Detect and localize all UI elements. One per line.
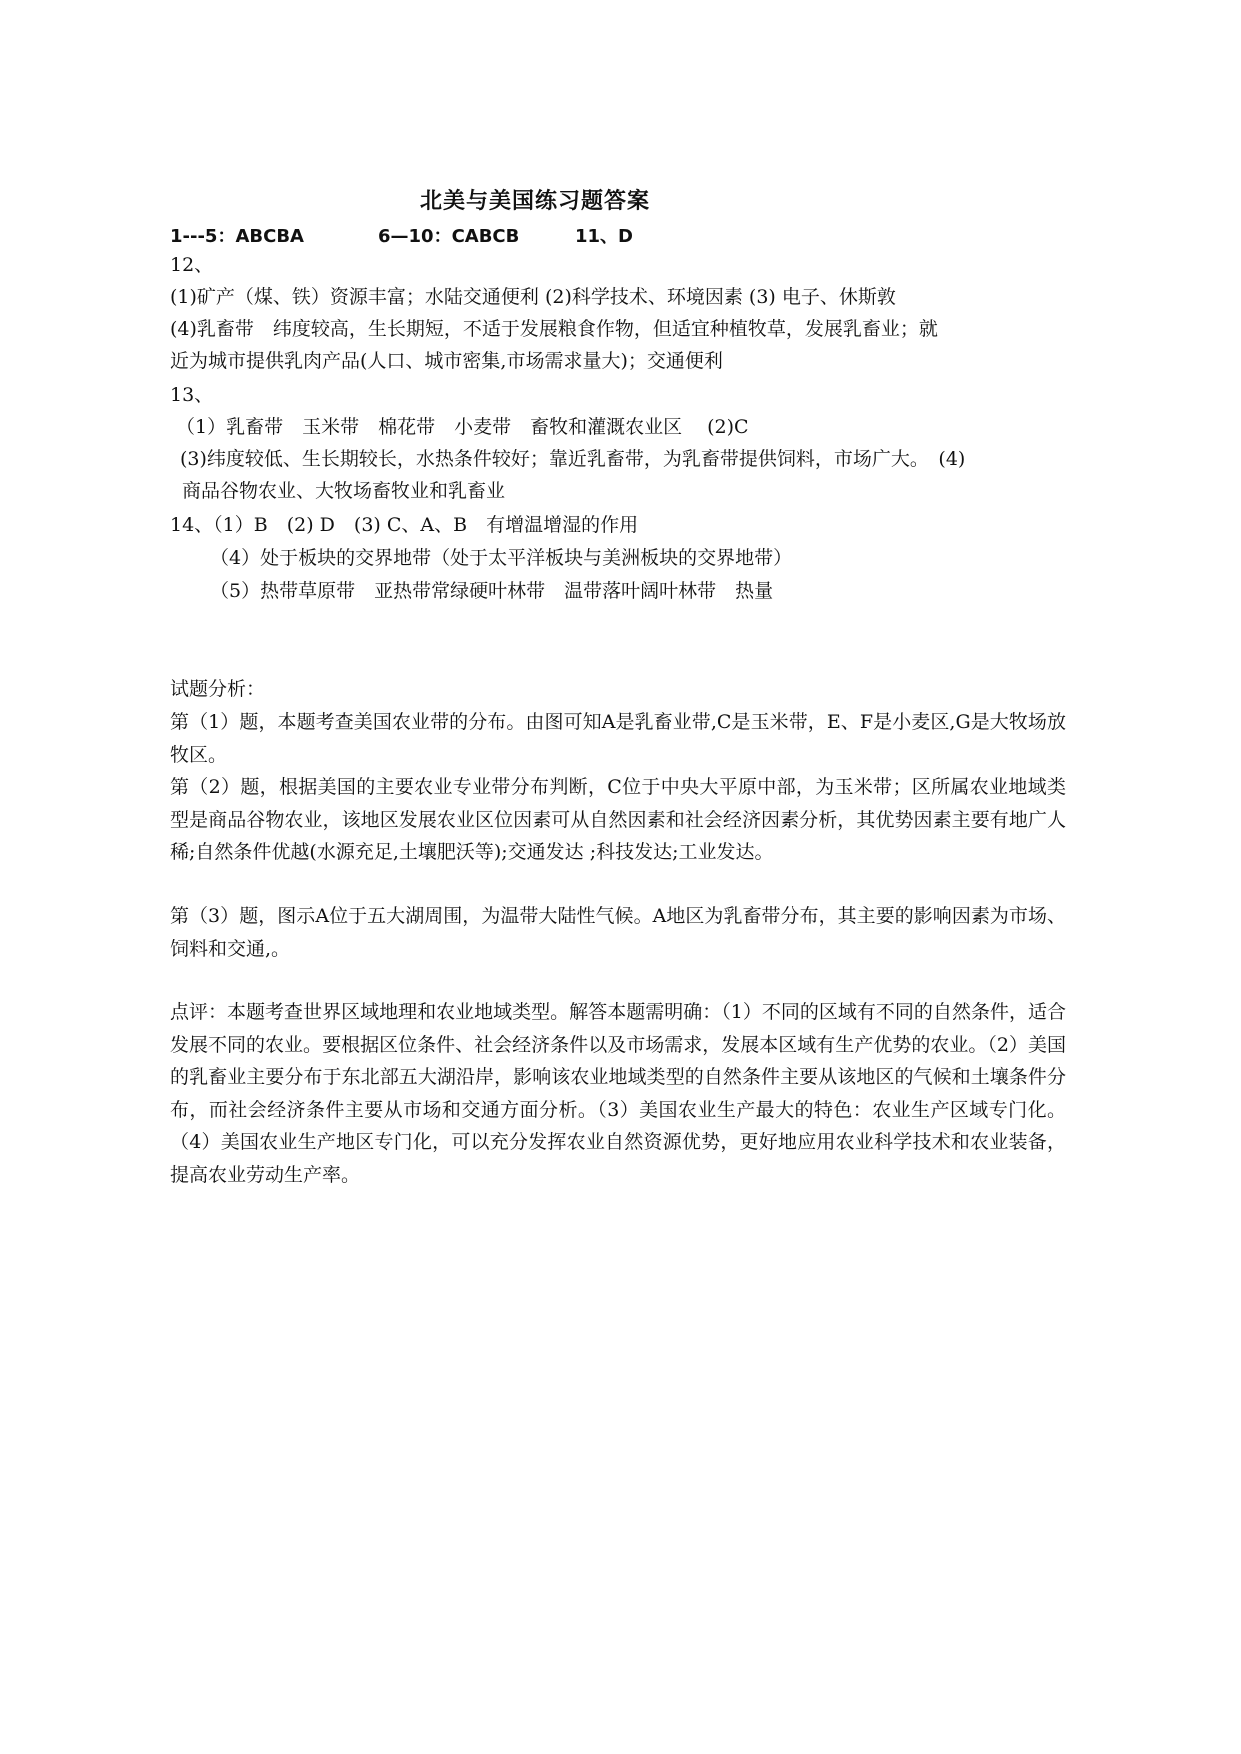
analysis-paragraph-1: 第（1）题，本题考查美国农业带的分布。由图可知A是乳畜业带,C是玉米带，E、F是小麦区,G是大牧场放牧区。 (170, 711, 1066, 766)
answers-1-5: 1---5：ABCBA (170, 226, 304, 247)
q14-line-3: （5）热带草原带 亚热带常绿硬叶林带 温带落叶阔叶林带 热量 (210, 580, 774, 602)
q14-line-2: （4）处于板块的交界地带（处于太平洋板块与美洲板块的交界地带） (210, 547, 793, 569)
q13-line-2: (3)纬度较低、生长期较长，水热条件较好；靠近乳畜带，为乳畜带提供饲料，市场广大。 (4) (180, 448, 966, 470)
q13-label: 13、 (170, 384, 214, 406)
q12-line-1: (1)矿产（煤、铁）资源丰富；水陆交通便利 (2)科学技术、环境因素 (3) 电子、休斯敦 (170, 286, 896, 308)
q13-line-1: （1）乳畜带 玉米带 棉花带 小麦带 畜牧和灌溉农业区 (2)C (176, 416, 749, 438)
analysis-paragraph-3: 第（3）题，图示A位于五大湖周围，为温带大陆性气候。A地区为乳畜带分布，其主要的影响因素为市场、饲料和交通,。 (170, 905, 1066, 960)
analysis-paragraph-2: 第（2）题，根据美国的主要农业专业带分布判断，C位于中央大平原中部，为玉米带；区所属农业地域类型是商品谷物农业，该地区发展农业区位因素可从自然因素和社会经济因素分析，其优势因素主要有地广人稀;自然条件优越(水源充足,土壤肥沃等);交通发达 ;科技发达;工业发达。 (170, 776, 1066, 863)
q13-line-3: 商品谷物农业、大牧场畜牧业和乳畜业 (182, 480, 506, 502)
q12-line-3: 近为城市提供乳肉产品(人口、城市密集,市场需求量大)；交通便利 (170, 350, 723, 372)
page-title: 北美与美国练习题答案 (420, 189, 651, 214)
q12-line-2: (4)乳畜带 纬度较高，生长期短，不适于发展粮食作物，但适宜种植牧草，发展乳畜业；就 (170, 318, 938, 340)
q14-line-1: 14、（1）B (2) D (3) C、A、B 有增温增湿的作用 (170, 514, 639, 536)
answer-11: 11、D (575, 226, 633, 247)
comment-paragraph: 点评：本题考查世界区域地理和农业地域类型。解答本题需明确：（1）不同的区域有不同的自然条件，适合发展不同的农业。要根据区位条件、社会经济条件以及市场需求，发展本区域有生产优势的农业。（2）美国的乳畜业主要分布于东北部五大湖沿岸，影响该农业地域类型的自然条件主要从该地区的气候和土壤条件分布，而社会经济条件主要从市场和交通方面分析。（3）美国农业生产最大的特色：农业生产区域专门化。（4）美国农业生产地区专门化，可以充分发挥农业自然资源优势，更好地应用农业科学技术和农业装备，提高农业劳动生产率。 (170, 1001, 1066, 1186)
q12-label: 12、 (170, 254, 214, 276)
answers-6-10: 6—10：CABCB (378, 226, 520, 247)
analysis-heading: 试题分析： (170, 678, 266, 700)
